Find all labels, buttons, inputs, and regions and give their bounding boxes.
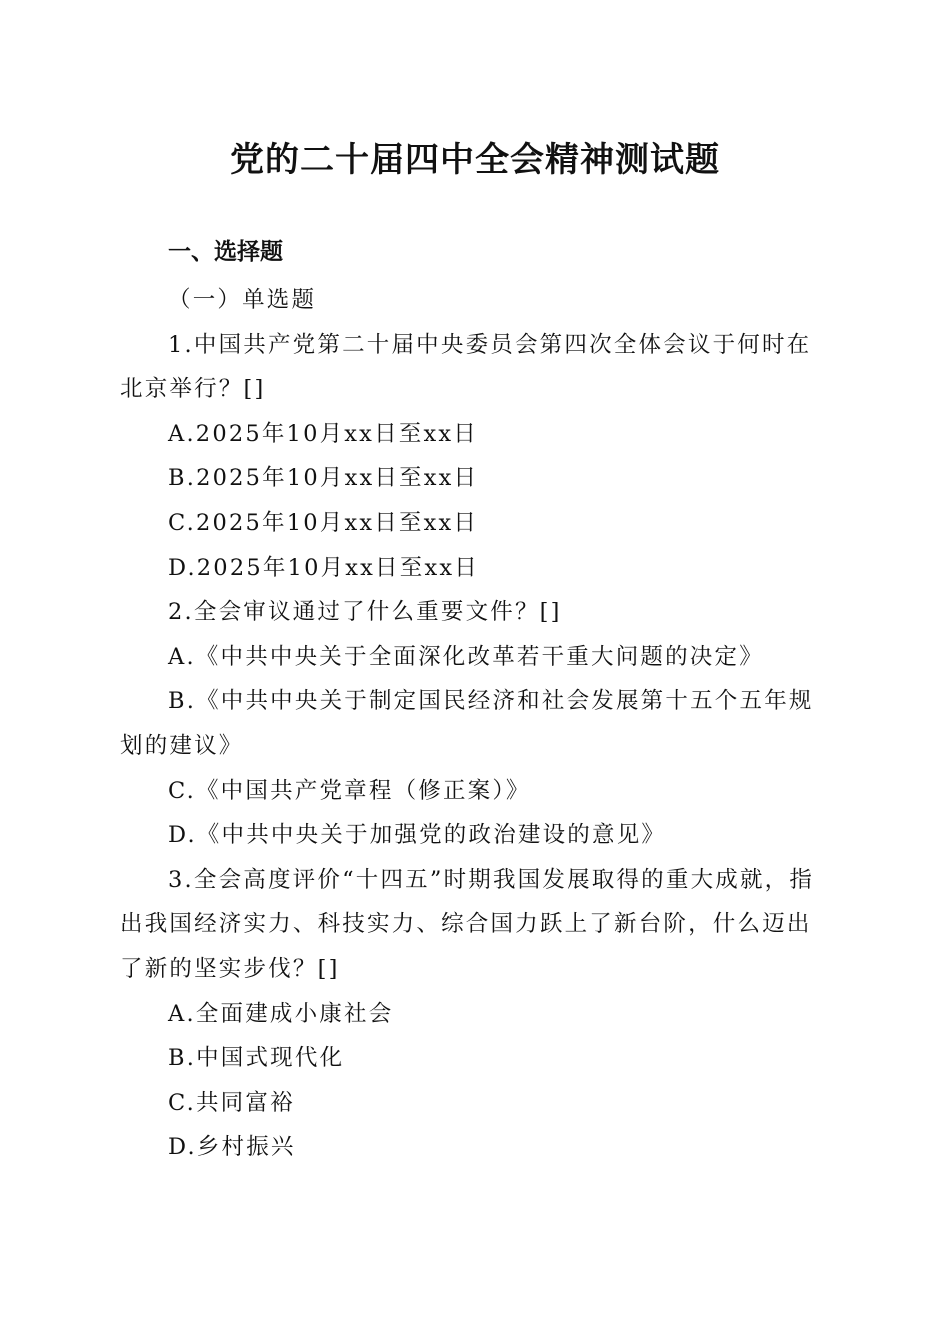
question-3-stem: 3.全会高度评价“十四五”时期我国发展取得的重大成就，指出我国经济实力、科技实力、综合国力跃上了新台阶，什么迈出了新的坚实步伐？[]	[120, 866, 815, 982]
question-1-option-c: C.2025年10月xx日至xx日	[168, 509, 479, 536]
question-2-option-b: B.《中共中央关于制定国民经济和社会发展第十五个五年规划的建议》	[120, 688, 814, 759]
question-2-option-a: A.《中共中央关于全面深化改革若干重大问题的决定》	[168, 643, 764, 670]
question-2-option-c: C.《中国共产党章程（修正案）》	[168, 777, 531, 804]
question-2-stem: 2.全会审议通过了什么重要文件？[]	[168, 599, 562, 626]
question-3-option-b: B.中国式现代化	[168, 1045, 345, 1072]
question-1-option-a: A.2025年10月xx日至xx日	[168, 420, 478, 447]
document-body	[120, 278, 832, 1170]
question-1-option-d: D.2025年10月xx日至xx日	[168, 554, 479, 581]
section-heading: 一、选择题	[168, 239, 283, 265]
question-3-option-d: D.乡村振兴	[168, 1134, 296, 1161]
subsection-heading: （一）单选题	[168, 287, 317, 313]
question-3-option-a: A.全面建成小康社会	[168, 1000, 394, 1027]
question-2-option-d: D.《中共中央关于加强党的政治建设的意见》	[168, 822, 667, 849]
question-1-option-b: B.2025年10月xx日至xx日	[168, 465, 479, 492]
question-1-stem: 1.中国共产党第二十届中央委员会第四次全体会议于何时在北京举行？[]	[120, 331, 812, 403]
document-title: 党的二十届四中全会精神测试题	[230, 140, 720, 180]
question-3-option-c: C.共同富裕	[168, 1089, 295, 1116]
